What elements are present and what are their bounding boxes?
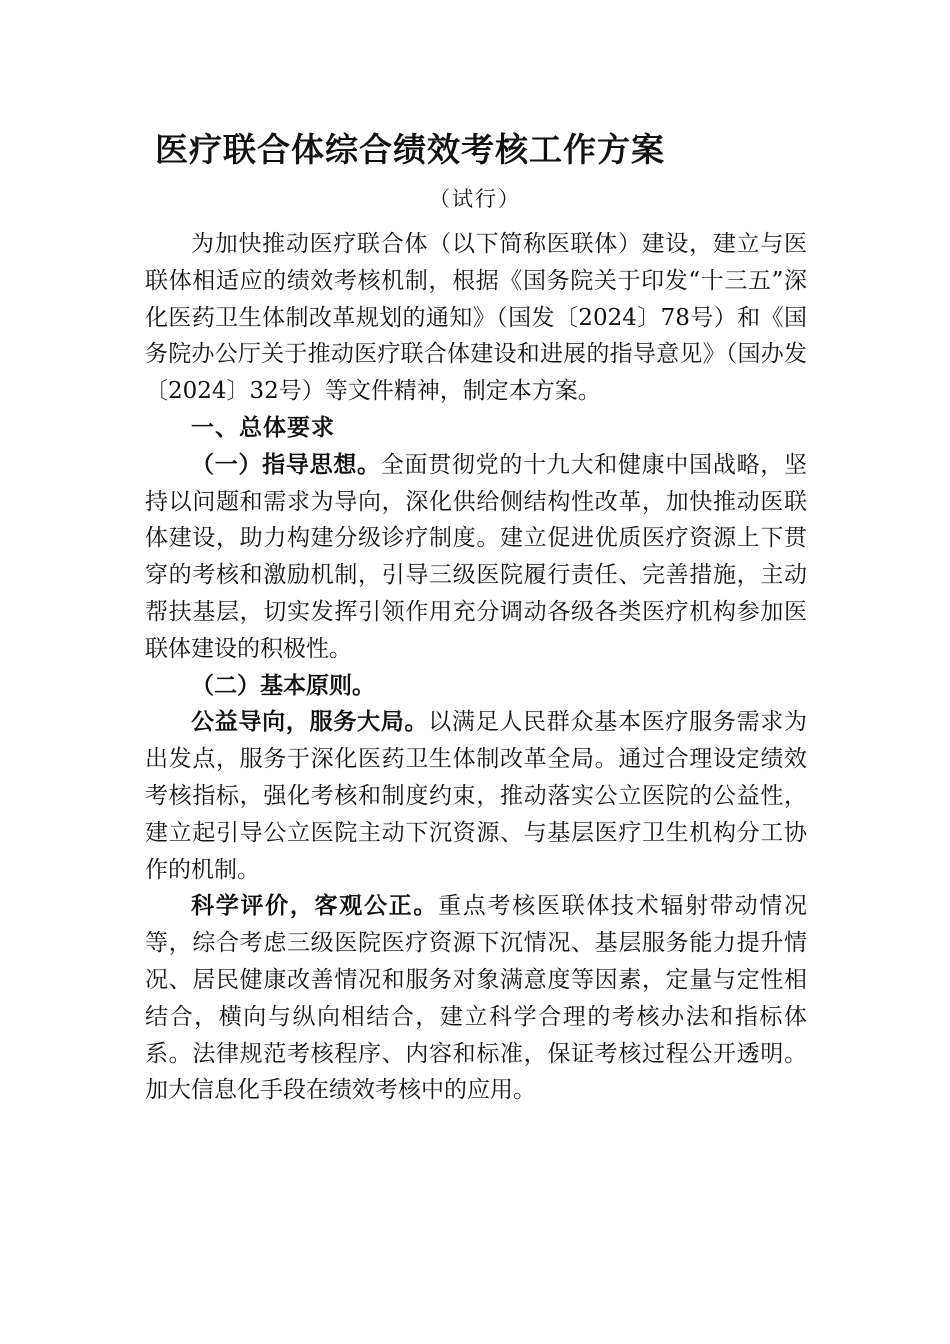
document-subtitle: （试行） [429, 187, 521, 211]
guiding-ideology-paragraph [145, 447, 807, 668]
principle-public-welfare-text: 以满足人民群众基本医疗服务需求为出发点，服务于深化医药卫生体制改革全局。通过合理设定绩效考核指标，强化考核和制度约束，推动落实公立医院的公益性，建立起引导公立医院主动下沉资源、与基层医疗卫生机构分工协作的机制。 [145, 709, 808, 883]
guiding-ideology-lead: （一）指导思想。 [191, 451, 381, 478]
principle-public-welfare-paragraph [145, 704, 807, 888]
guiding-ideology-text: 全面贯彻党的十九大和健康中国战略，坚持以问题和需求为导向，深化供给侧结构性改革，加快推动医联体建设，助力构建分级诊疗制度。建立促进优质医疗资源上下贯穿的考核和激励机制，引导三级医院履行责任、完善措施，主动帮扶基层，切实发挥引领作用充分调动各级各类医疗机构参加医联体建设的积极性。 [145, 451, 808, 662]
intro-paragraph: 为加快推动医疗联合体（以下简称医联体）建设，建立与医联体相适应的绩效考核机制，根据《国务院关于印发“十三五”深化医药卫生体制改革规划的通知》（国发〔2024〕78号）和《国务院办公厅关于推动医疗联合体建设和进展的指导意见》（国办发〔2024〕32号）等文件精神，制定本方案。 [145, 231, 807, 405]
principle-scientific-evaluation-lead: 科学评价，客观公正。 [191, 893, 439, 920]
section-heading-general-requirements: 一、总体要求 [191, 414, 335, 441]
principle-public-welfare-lead: 公益导向，服务大局。 [191, 709, 429, 736]
document-body [145, 226, 807, 1109]
principle-scientific-evaluation-paragraph [145, 888, 807, 1109]
basic-principles-heading [145, 668, 807, 705]
basic-principles-lead: （二）基本原则。 [191, 672, 375, 699]
document-title: 医疗联合体综合绩效考核工作方案 [155, 130, 665, 169]
principle-scientific-evaluation-text: 重点考核医联体技术辐射带动情况等，综合考虑三级医院医疗资源下沉情况、基层服务能力提升情况、居民健康改善情况和服务对象满意度等因素，定量与定性相结合，横向与纵向相结合，建立科学合理的考核办法和指标体系。法律规范考核程序、内容和标准，保证考核过程公开透明。加大信息化手段在绩效考核中的应用。 [145, 893, 808, 1104]
